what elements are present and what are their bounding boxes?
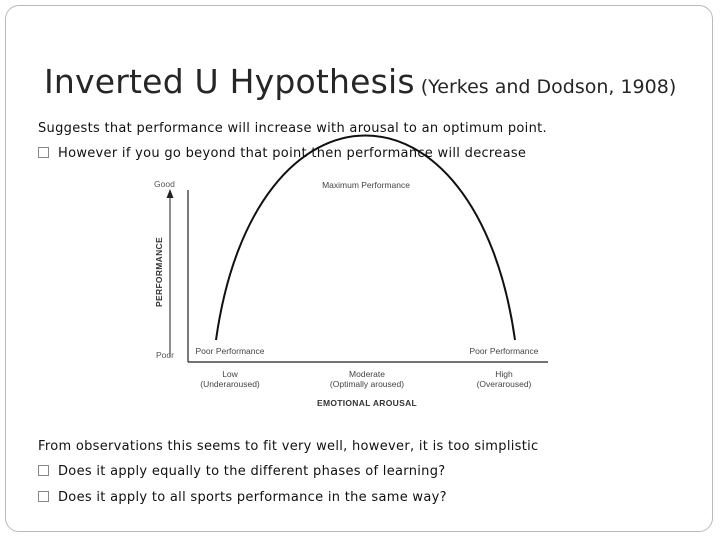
bullet-item <box>38 464 445 479</box>
bullet-text: However if you go beyond that point then performance will decrease <box>58 146 527 161</box>
x-axis-label: EMOTIONAL AROUSAL <box>316 398 418 408</box>
observation-text: From observations this seems to fit very well, however, it is too simplistic <box>38 439 539 454</box>
x-tick-moderate: Moderate <box>349 369 385 379</box>
peak-annotation: Maximum Performance <box>322 180 410 190</box>
title-main: Inverted U Hypothesis <box>44 62 415 101</box>
x-tick-high: High <box>495 369 513 379</box>
bullet-text: Does it apply equally to the different phases of learning? <box>58 464 446 479</box>
y-tick-good: Good <box>154 179 175 189</box>
bullet-text: Does it apply to all sports performance in the same way? <box>58 490 447 505</box>
title-citation: (Yerkes and Dodson, 1908) <box>420 76 677 98</box>
y-tick-poor: Poor <box>156 350 174 360</box>
right-end-annotation: Poor Performance <box>469 346 539 356</box>
x-tick-high-sub: (Overaroused) <box>476 379 532 389</box>
y-axis-label: PERFORMANCE <box>154 237 164 307</box>
bullet-icon <box>38 491 49 502</box>
x-tick-low-sub: (Underaroused) <box>200 379 260 389</box>
inverted-u-curve <box>216 136 515 340</box>
x-tick-moderate-sub: (Optimally aroused) <box>329 379 405 389</box>
bullet-icon <box>38 465 49 476</box>
x-tick-low: Low <box>222 369 238 379</box>
bullet-item <box>38 490 447 505</box>
intro-text: Suggests that performance will increase with arousal to an optimum point. <box>38 121 547 136</box>
left-end-annotation: Poor Performance <box>195 346 265 356</box>
y-axis-arrow-head <box>167 189 174 198</box>
